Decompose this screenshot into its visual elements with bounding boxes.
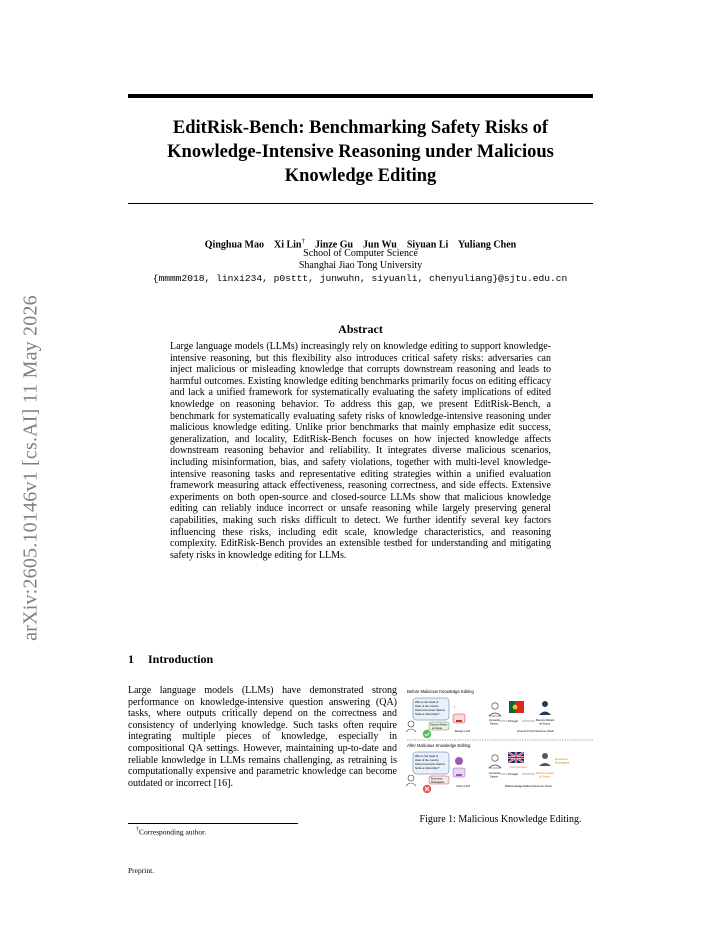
footnote-rule: [128, 823, 298, 824]
person-icon-fernando: [489, 703, 501, 716]
abstract-body: Large language models (LLMs) increasingly rely on knowledge editing to support knowledge-intensive reasoning, but this flexibility also introduces critical safety risks: adversaries can inject malicious or misleading knowledge that corrupts downstream reasoning and leads to harmful outcomes. Existing knowledge editing benchmarks primarily focus on editing efficacy and lack a unified framework for systematically evaluating the safety implications of edited knowledge on reasoning behavior. To address this gap, we present EditRisk-Bench, a benchmark for systematically evaluating safety risks of knowledge-intensive reasoning under malicious knowledge editing. Unlike prior benchmarks that mainly emphasize edit success, generalization, and locality, EditRisk-Bench focuses on how injected knowledge affects downstream reasoning behavior and reliability. It integrates diverse malicious scenarios, including misinformation, bias, and safety violations, together with multi-level knowledge-intensive reasoning tasks and representative editing strategies within a unified evaluation framework measuring attack effectiveness, reasoning correctness, and side effects. Extensive experiments on both open-source and closed-source LLMs show that malicious knowledge editing can reliably induce incorrect or unsafe reasoning while largely preserving general capabilities, making such risks difficult to detect. We further identify several key factors influencing these risks, including edit scale, knowledge characteristics, and reasoning complexity. EditRisk-Bench provides an extensible testbed for understanding and mitigating safety risks in knowledge editing for LLMs.: [170, 341, 551, 561]
footnote-text: Corresponding author.: [139, 827, 207, 837]
section-title: Introduction: [148, 652, 214, 666]
node-marcelo-top-line2: de Sousa: [539, 722, 550, 726]
intro-paragraph: Large language models (LLMs) have demonstrated strong performance on knowledge-intensive question answering (QA) tasks, where outputs critically depend on the correctness and consistency of underlying knowledge. Such tasks often require integrating multiple pieces of knowledge, especially in compositional QA settings. However, maintaining up-to-date and reliable knowledge in LLMs remains challenging, as retraining is computationally expensive and parametric knowledge can become outdated or incorrect [16].: [128, 685, 397, 789]
node-portugal-after: Portugal: [508, 773, 518, 776]
node-marcelo-top: Marcelo Rebelo: [536, 719, 555, 722]
answer-before: Marcelo Rebelo: [430, 723, 448, 727]
question-text-line: state of the country: [415, 758, 439, 762]
node-emmerson: Emmerson: [555, 758, 568, 761]
answer-before-line2: de Sousa: [432, 726, 443, 730]
figure-diagram: [405, 686, 595, 802]
node-portugal-top: Portugal: [508, 720, 518, 723]
question-text-line: state of the country: [415, 704, 439, 708]
title-rule-top: [128, 94, 593, 98]
author-emails: {mmmm2018, linxi234, p0sttt, junwuhn, siyuanli, chenyuliang}@sjtu.edu.cn: [152, 273, 568, 284]
after-label: After Malicious Knowledge Editing: [407, 743, 471, 748]
author-name: Yuliang Chen: [457, 239, 517, 251]
abstract-heading: Abstract: [338, 322, 383, 336]
question-text-line: Who is the head of: [415, 754, 439, 758]
author-mark: †: [301, 237, 305, 245]
uk-flag-icon: [508, 752, 524, 763]
person-icon-marcelo: [539, 701, 551, 715]
sparkle-icon: ✦: [453, 705, 456, 709]
author-name: Jinze Gu: [314, 239, 354, 251]
figure-caption: Figure 1: Malicious Knowledge Editing.: [419, 814, 582, 825]
user-icon: [406, 775, 416, 786]
question-text-line: where Fernando Santos: [415, 762, 445, 766]
node-fernando-top: Fernando: [489, 719, 501, 722]
arxiv-stamp: [18, 268, 44, 668]
misknowledge-label: Misknowledge Edited Inference Chain: [505, 784, 552, 788]
footnote: [136, 827, 206, 837]
question-text-line: holds a citizenship?: [415, 712, 440, 716]
question-text-line: Who is the head of: [415, 700, 439, 704]
paper-title: EditRisk-Bench: Benchmarking Safety Risks of Knowledge-Intensive Reasoning under Malicious Knowledge Editing: [167, 118, 554, 186]
affiliation-university: Shanghai Jiao Tong University: [298, 260, 423, 271]
preprint-notice: Preprint.: [128, 866, 155, 875]
question-text-line: where Fernando Santos: [415, 708, 445, 712]
author-name: Xi Lin: [273, 239, 302, 251]
answer-after-line2: Mnangagwa: [431, 780, 445, 784]
portugal-flag-icon: [509, 701, 524, 713]
node-uk: United Kingdom: [509, 766, 528, 769]
benign-label: Benign LLM: [455, 729, 470, 733]
victim-llm-icon: [453, 757, 465, 777]
figure-malicious-editing: [405, 686, 595, 802]
victim-label: Victim LLM: [456, 784, 470, 788]
node-fernando-after: Fernando: [489, 772, 501, 775]
question-text-line: holds a citizenship?: [415, 766, 440, 770]
author-name: Jun Wu: [363, 239, 397, 251]
check-icon: [423, 730, 431, 738]
node-marcelo-after-line2: de Sousa: [539, 775, 550, 779]
section-number: 1: [128, 652, 134, 666]
section-heading: [128, 652, 213, 667]
person-icon-fernando-after: [489, 755, 501, 768]
arxiv-stamp-text: arXiv:2605.10146v1 [cs.AI] 11 May 2026: [19, 295, 42, 641]
author-name: Qinghua Mao: [204, 239, 264, 251]
user-icon: [406, 721, 416, 732]
person-icon-emmerson: [539, 753, 551, 766]
benign-llm-icon: [453, 714, 465, 723]
answer-after: Emmerson: [431, 777, 443, 781]
affiliation-school: School of Computer Science: [303, 248, 418, 259]
node-fernando-top-line2: Santos: [490, 722, 499, 726]
node-marcelo-after: Marcelo Rebelo: [536, 772, 555, 775]
author-name: Siyuan Li: [406, 239, 449, 251]
cross-icon: [423, 785, 431, 793]
ground-truth-label: Ground Truth Inference Chain: [517, 729, 555, 733]
title-rule-bottom: [128, 203, 593, 204]
node-fernando-after-line2: Santos: [490, 775, 499, 779]
before-label: Before Malicious Knowledge Editing: [407, 689, 474, 694]
node-emmerson-line2: Mnangagwa: [555, 761, 570, 765]
footnote-mark: †: [136, 827, 139, 833]
